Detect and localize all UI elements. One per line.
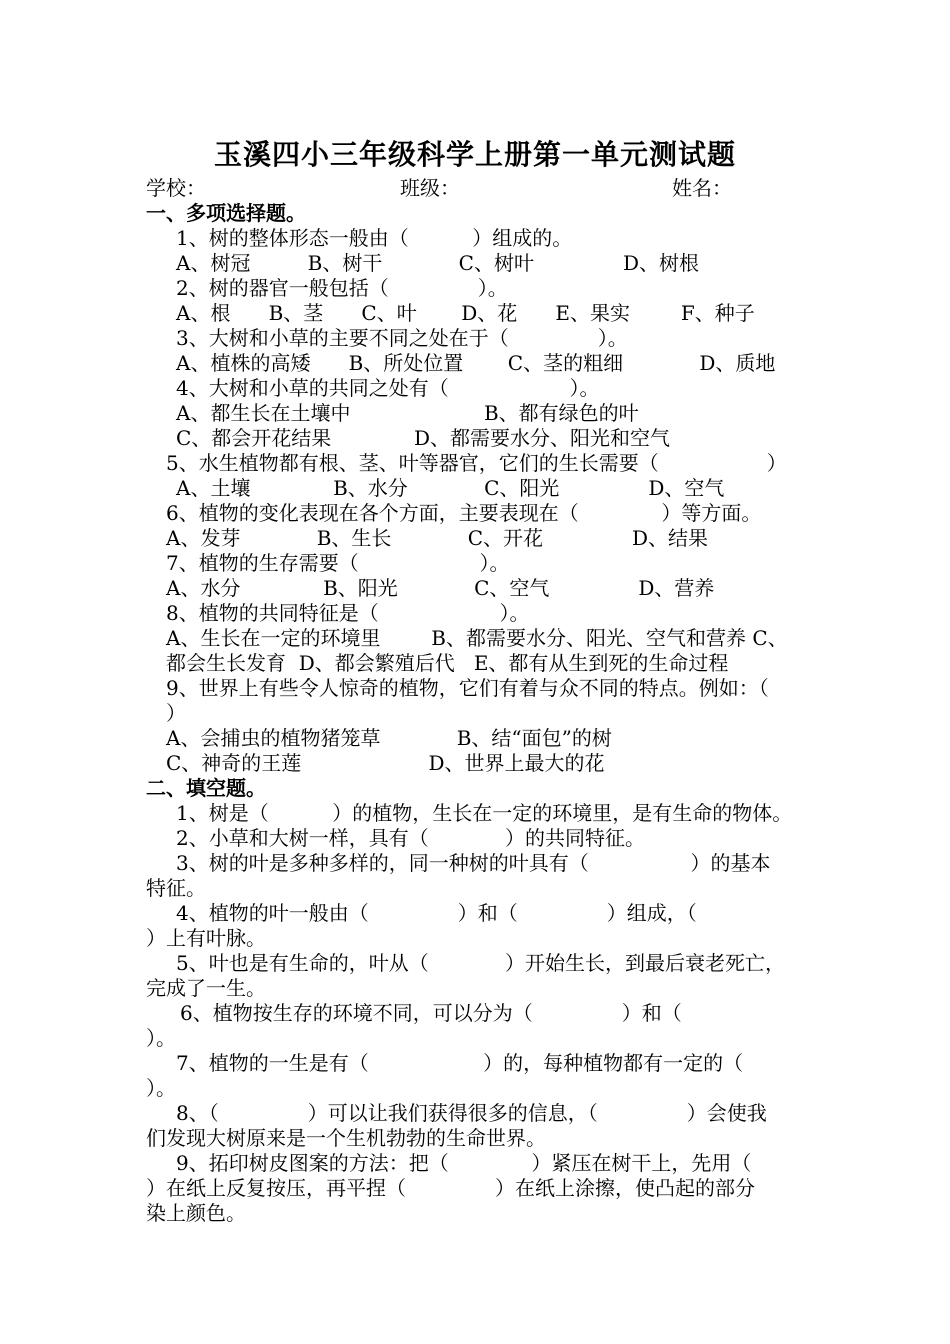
question-line: 9、世界上有些令人惊奇的植物，它们有着与众不同的特点。例如：（ bbox=[166, 676, 769, 700]
question-line: A、生长在一定的环境里 B、都需要水分、阳光、空气和营养 C、 bbox=[166, 626, 788, 650]
question-line: 3、树的叶是多种多样的，同一种树的叶具有（ ）的基本 bbox=[176, 851, 771, 875]
question-line: 5、叶也是有生命的，叶从（ ）开始生长，到最后衰老死亡， bbox=[176, 951, 786, 975]
question-line: ） bbox=[166, 701, 186, 725]
question-line: 6、植物的变化表现在各个方面，主要表现在（ ）等方面。 bbox=[166, 501, 762, 525]
name-label: 姓名： bbox=[672, 176, 732, 200]
question-line: A、树冠 B、树干 C、树叶 D、树根 bbox=[176, 251, 699, 275]
question-line: 4、植物的叶一般由（ ）和（ ）组成，（ bbox=[176, 901, 697, 925]
section-heading: 二、填空题。 bbox=[146, 776, 266, 800]
question-line: A、发芽 B、生长 C、开花 D、结果 bbox=[166, 526, 709, 550]
question-line: ）在纸上反复按压，再平捏（ ）在纸上涂擦，使凸起的部分 bbox=[146, 1176, 756, 1200]
question-line: ）。 bbox=[146, 1076, 176, 1100]
question-line: 1、树是（ ）的植物，生长在一定的环境里，是有生命的物体。 bbox=[176, 801, 793, 825]
question-line: 们发现大树原来是一个生机勃勃的生命世界。 bbox=[146, 1126, 546, 1150]
question-line: ）上有叶脉。 bbox=[146, 926, 266, 950]
question-line: 5、水生植物都有根、茎、叶等器官，它们的生长需要（ ） bbox=[166, 451, 787, 475]
question-line: 3、大树和小草的主要不同之处在于（ ）。 bbox=[176, 326, 628, 350]
question-line: A、都生长在土壤中 B、都有绿色的叶 bbox=[176, 401, 639, 425]
question-line: 9、拓印树皮图案的方法：把（ ）紧压在树干上，先用（ bbox=[176, 1151, 752, 1175]
question-line: 1、树的整体形态一般由（ ）组成的。 bbox=[176, 226, 573, 250]
question-line: C、神奇的王莲 D、世界上最大的花 bbox=[166, 751, 605, 775]
question-line: A、植株的高矮 B、所处位置 C、茎的粗细 D、质地 bbox=[176, 351, 776, 375]
question-line: C、都会开花结果 D、都需要水分、阳光和空气 bbox=[176, 426, 670, 450]
question-line: 6、植物按生存的环境不同，可以分为（ ）和（ bbox=[180, 1001, 682, 1025]
question-line: 8、植物的共同特征是（ ）。 bbox=[166, 601, 530, 625]
question-line: A、土壤 B、水分 C、阳光 D、空气 bbox=[176, 476, 725, 500]
question-line: 都会生长发育 D、都会繁殖后代 E、都有从生到死的生命过程 bbox=[166, 651, 729, 675]
question-line: A、水分 B、阳光 C、空气 D、营养 bbox=[166, 576, 715, 600]
question-line: A、根 B、茎 C、叶 D、花 E、果实 F、种子 bbox=[176, 301, 755, 325]
question-line: 2、树的器官一般包括（ ）。 bbox=[176, 276, 508, 300]
question-line: 2、小草和大树一样，具有（ ）的共同特征。 bbox=[176, 826, 646, 850]
question-line: 4、大树和小草的共同之处有（ ）。 bbox=[176, 376, 600, 400]
school-label: 学校： bbox=[146, 176, 206, 200]
question-line: ）。 bbox=[146, 1026, 176, 1050]
class-label: 班级： bbox=[400, 176, 460, 200]
section-heading: 一、多项选择题。 bbox=[146, 201, 306, 225]
question-line: 特征。 bbox=[146, 876, 206, 900]
question-line: 完成了一生。 bbox=[146, 976, 266, 1000]
question-line: 7、植物的生存需要（ ）。 bbox=[166, 551, 510, 575]
question-line: 8、（ ）可以让我们获得很多的信息，（ ）会使我 bbox=[176, 1101, 767, 1125]
question-line: 染上颜色。 bbox=[146, 1201, 246, 1225]
page-title: 玉溪四小三年级科学上册第一单元测试题 bbox=[213, 138, 736, 171]
question-line: 7、植物的一生是有（ ）的，每种植物都有一定的（ bbox=[176, 1051, 744, 1075]
question-line: A、会捕虫的植物猪笼草 B、结“面包”的树 bbox=[166, 726, 612, 750]
